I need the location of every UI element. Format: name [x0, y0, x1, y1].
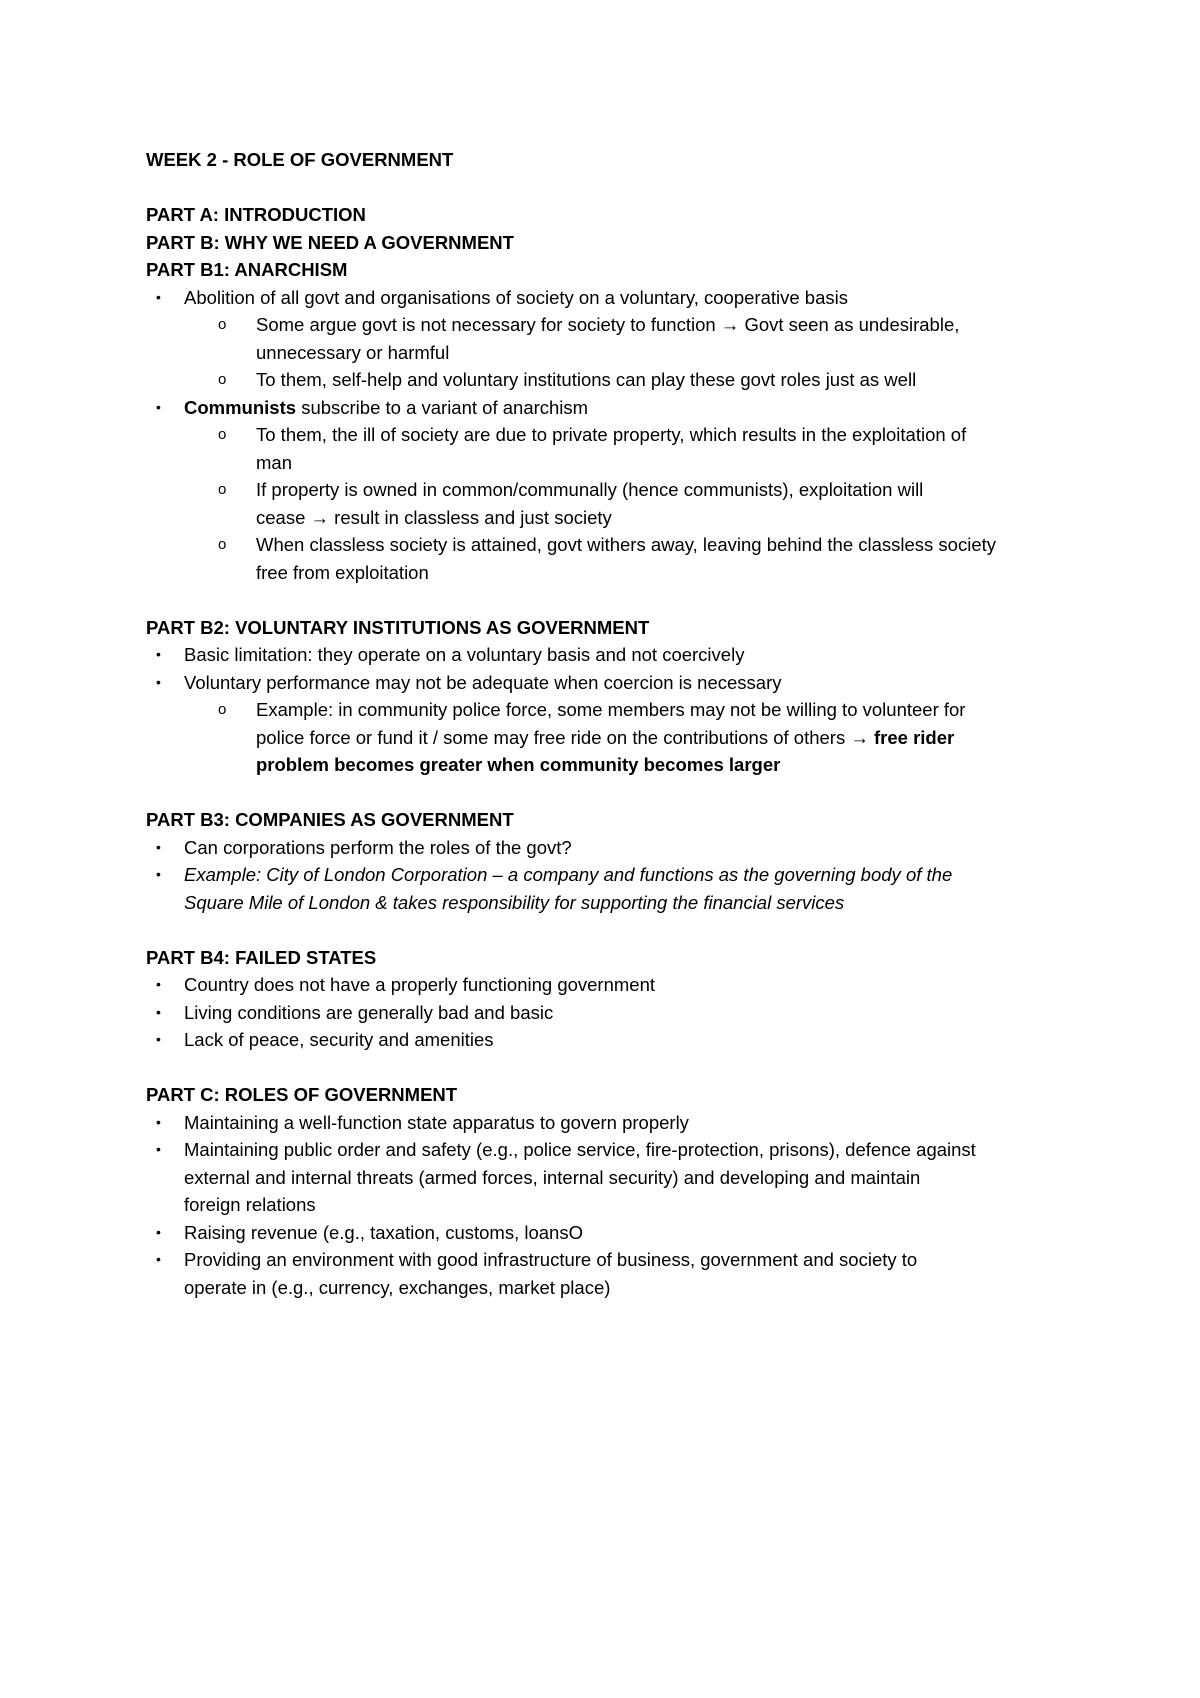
bullet-marker: •: [156, 398, 161, 415]
bullet-marker: •: [156, 1003, 161, 1020]
list-item: • Raising revenue (e.g., taxation, customs, loansO: [146, 1219, 1076, 1247]
bullet-marker: •: [156, 288, 161, 305]
sub-list-item-continuation: problem becomes greater when community becomes larger: [256, 754, 781, 775]
list-item: • Can corporations perform the roles of the govt?: [146, 834, 1076, 862]
heading-part-b4: PART B4: FAILED STATES: [146, 946, 377, 968]
sub-list-item: o Example: in community police force, some members may not be willing to volunteer for: [146, 696, 1076, 724]
list-item: • Voluntary performance may not be adequate when coercion is necessary: [146, 669, 1076, 697]
sub-bullet-marker: o: [218, 481, 227, 498]
list-item: • Country does not have a properly functioning government: [146, 971, 1076, 999]
bullet-marker: •: [156, 976, 161, 992]
document-body: [146, 146, 1076, 1301]
heading-part-b: PART B: WHY WE NEED A GOVERNMENT: [146, 231, 514, 253]
list-item: • Maintaining a well-function state apparatus to govern properly: [146, 1109, 1076, 1137]
heading-part-b3: PART B3: COMPANIES AS GOVERNMENT: [146, 809, 514, 830]
arrow-icon: →: [850, 726, 869, 748]
heading-part-b1: PART B1: ANARCHISM: [146, 259, 348, 280]
bullet-marker: •: [156, 1113, 161, 1130]
arrow-icon: →: [720, 314, 740, 335]
list-item: • Providing an environment with good infrastructure of business, government and society to: [146, 1246, 1076, 1274]
sub-list-item-continuation: free from exploitation: [256, 561, 429, 583]
bullet-marker: •: [156, 1223, 161, 1240]
sub-bullet-marker: o: [218, 316, 227, 333]
bullet-marker: •: [156, 1141, 161, 1157]
sub-bullet-marker: o: [218, 536, 227, 553]
list-item: • Communists subscribe to a variant of anarchism: [146, 394, 1076, 422]
sub-bullet-marker: o: [218, 371, 227, 388]
sub-bullet-marker: o: [218, 426, 227, 443]
list-item: • Example: City of London Corporation – a company and functions as the governing body of the: [146, 861, 1076, 889]
bullet-marker: •: [156, 1031, 161, 1047]
list-item: • Living conditions are generally bad and basic: [146, 999, 1076, 1027]
sub-list-item: o To them, the ill of society are due to private property, which results in the exploitation of: [146, 421, 1076, 449]
sub-list-item: o When classless society is attained, govt withers away, leaving behind the classless society: [146, 531, 1076, 559]
sub-list-item-continuation: man: [256, 451, 292, 473]
list-item: • Lack of peace, security and amenities: [146, 1026, 1076, 1054]
bullet-marker: •: [156, 838, 161, 855]
sub-bullet-marker: o: [218, 701, 227, 718]
bullet-marker: •: [156, 673, 161, 690]
sub-list-item-continuation: police force or fund it / some may free ride on the contributions of others → free rider: [256, 726, 955, 748]
arrow-icon: →: [310, 506, 330, 528]
bullet-marker: •: [156, 646, 161, 662]
list-item-continuation: external and internal threats (armed forces, internal security) and developing and maintain: [184, 1166, 921, 1188]
sub-list-item: o To them, self-help and voluntary institutions can play these govt roles just as well: [146, 366, 1076, 394]
sub-list-item-continuation: cease → result in classless and just society: [256, 506, 612, 528]
bullet-marker: •: [156, 1251, 161, 1267]
heading-part-c: PART C: ROLES OF GOVERNMENT: [146, 1084, 458, 1105]
sub-list-item: o If property is owned in common/communally (hence communists), exploitation will: [146, 476, 1076, 504]
list-item: • Basic limitation: they operate on a voluntary basis and not coercively: [146, 641, 1076, 669]
heading-part-a: PART A: INTRODUCTION: [146, 204, 366, 225]
sub-list-item: o Some argue govt is not necessary for society to function → Govt seen as undesirable,: [146, 311, 1076, 339]
list-item-continuation: Square Mile of London & takes responsibility for supporting the financial services: [184, 891, 845, 913]
heading-part-b2: PART B2: VOLUNTARY INSTITUTIONS AS GOVERNMENT: [146, 616, 650, 638]
document-title: WEEK 2 - ROLE OF GOVERNMENT: [146, 149, 454, 170]
list-item-continuation: foreign relations: [184, 1194, 316, 1215]
list-item: • Maintaining public order and safety (e.g., police service, fire-protection, prisons), defence against: [146, 1136, 1076, 1164]
bullet-marker: •: [156, 866, 161, 882]
list-item-continuation: operate in (e.g., currency, exchanges, market place): [184, 1276, 611, 1298]
sub-list-item-continuation: unnecessary or harmful: [256, 341, 450, 363]
list-item: • Abolition of all govt and organisations of society on a voluntary, cooperative basis: [146, 284, 1076, 312]
